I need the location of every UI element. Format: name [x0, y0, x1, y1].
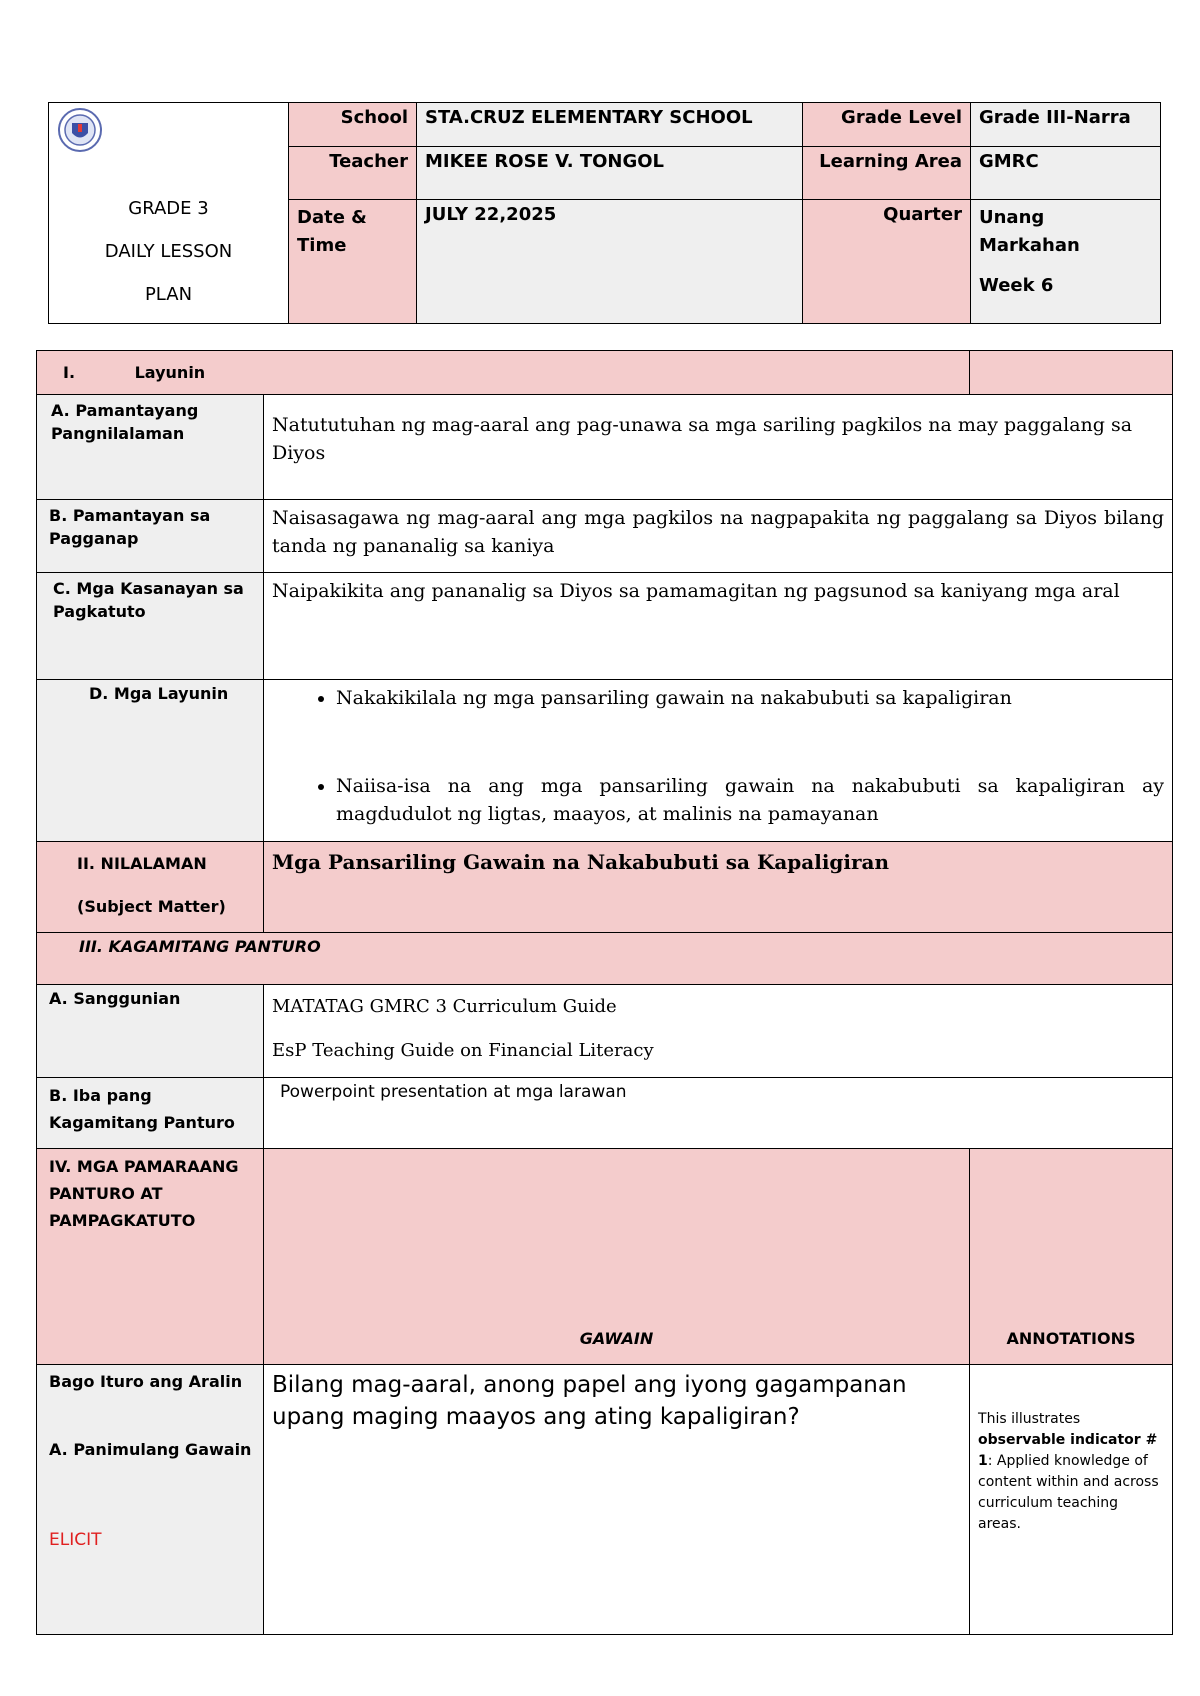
- date-value: JULY 22,2025: [417, 200, 803, 324]
- activity-question: Bilang mag-aaral, anong papel ang iyong gagampanan upang maging maayos ang ating kapaligiran?: [264, 1365, 970, 1635]
- activity-label-cell: [37, 1365, 264, 1635]
- week-value: Week 6: [979, 275, 1054, 296]
- row-label: Bago Ituro ang Aralin: [49, 1372, 243, 1391]
- annotation-cell: [970, 1365, 1173, 1635]
- section-number: I.: [63, 363, 76, 382]
- reference-line: EsP Teaching Guide on Financial Literacy: [272, 1040, 654, 1061]
- grade-title-line: PLAN: [144, 284, 193, 305]
- content-label-cell: [37, 842, 264, 933]
- header-table: [48, 102, 1161, 324]
- objective-c-label: C. Mga Kasanayan sa Pagkatuto: [37, 573, 264, 680]
- school-value: STA.CRUZ ELEMENTARY SCHOOL: [417, 103, 803, 147]
- quarter-value: Unang Markahan: [979, 207, 1080, 256]
- row-sublabel: A. Panimulang Gawain: [49, 1440, 252, 1459]
- deped-seal-icon: [57, 107, 103, 153]
- learning-area-label: Learning Area: [803, 147, 971, 200]
- annotation-prefix: This illustrates: [978, 1411, 1081, 1427]
- content-sublabel: (Subject Matter): [77, 897, 226, 916]
- gawain-header: GAWAIN: [264, 1149, 970, 1365]
- grade-level-label: Grade Level: [803, 103, 971, 147]
- objective-d-label: D. Mga Layunin: [37, 680, 264, 842]
- list-item: • Naiisa-isa na ang mga pansariling gawain na nakabubuti sa kapaligiran ay magdudulot ng ligtas, maayos, at malinis na pamayanan: [336, 772, 1164, 828]
- elicit-label: ELICIT: [49, 1530, 102, 1550]
- school-label: School: [289, 103, 417, 147]
- objective-list: [272, 684, 1164, 828]
- materials-section-header: III. KAGAMITANG PANTURO: [37, 933, 1173, 985]
- objective-b-text: Naisasagawa ng mag-aaral ang mga pagkilos na nagpapakita ng paggalang sa Diyos bilang tanda ng pananalig sa kaniya: [264, 500, 1173, 573]
- objective-c-text: Naipakikita ang pananalig sa Diyos sa pamamagitan ng pagsunod sa kaniyang mga aral: [264, 573, 1173, 680]
- grade-level-value: Grade III-Narra: [971, 103, 1161, 147]
- quarter-cell: [971, 200, 1161, 324]
- content-title: Mga Pansariling Gawain na Nakabubuti sa Kapaligiran: [264, 842, 1173, 933]
- objective-a-text: Natututuhan ng mag-aaral ang pag-unawa sa mga sariling pagkilos na may paggalang sa Diyos: [264, 395, 1173, 500]
- lesson-table: [36, 350, 1173, 1635]
- quarter-label: Quarter: [803, 200, 971, 324]
- materials-a-cell: [264, 985, 1173, 1078]
- materials-b-label: B. Iba pang Kagamitang Panturo: [37, 1078, 264, 1149]
- grade-title-line: GRADE 3: [128, 198, 209, 219]
- objective-d-list-cell: [264, 680, 1173, 842]
- learning-area-value: GMRC: [971, 147, 1161, 200]
- annotation-indicator: observable indicator # 1: [978, 1432, 1158, 1469]
- reference-line: MATATAG GMRC 3 Curriculum Guide: [272, 996, 617, 1017]
- objective-a-label: A. Pamantayang Pangnilalaman: [37, 395, 264, 500]
- teacher-label: Teacher: [289, 147, 417, 200]
- date-label: Date & Time: [289, 200, 417, 324]
- section-objectives-header: [37, 351, 970, 395]
- list-item: • Nakakikilala ng mga pansariling gawain na nakabubuti sa kapaligiran: [336, 684, 1164, 712]
- annotation-text: : Applied knowledge of content within and across curriculum teaching areas.: [978, 1453, 1159, 1532]
- section-title: Layunin: [134, 363, 206, 382]
- materials-a-label: A. Sanggunian: [37, 985, 264, 1078]
- annotations-header: ANNOTATIONS: [970, 1149, 1173, 1365]
- procedure-section-header: IV. MGA PAMARAANG PANTURO AT PAMPAGKATUTO: [37, 1149, 264, 1365]
- teacher-value: MIKEE ROSE V. TONGOL: [417, 147, 803, 200]
- objective-b-label: B. Pamantayan sa Pagganap: [37, 500, 264, 573]
- section-objectives-spare: [970, 351, 1173, 395]
- grade-title-line: DAILY LESSON: [104, 241, 233, 262]
- content-label: II. NILALAMAN: [77, 854, 207, 873]
- materials-b-text: Powerpoint presentation at mga larawan: [264, 1078, 1173, 1149]
- logo-title-cell: [49, 103, 289, 324]
